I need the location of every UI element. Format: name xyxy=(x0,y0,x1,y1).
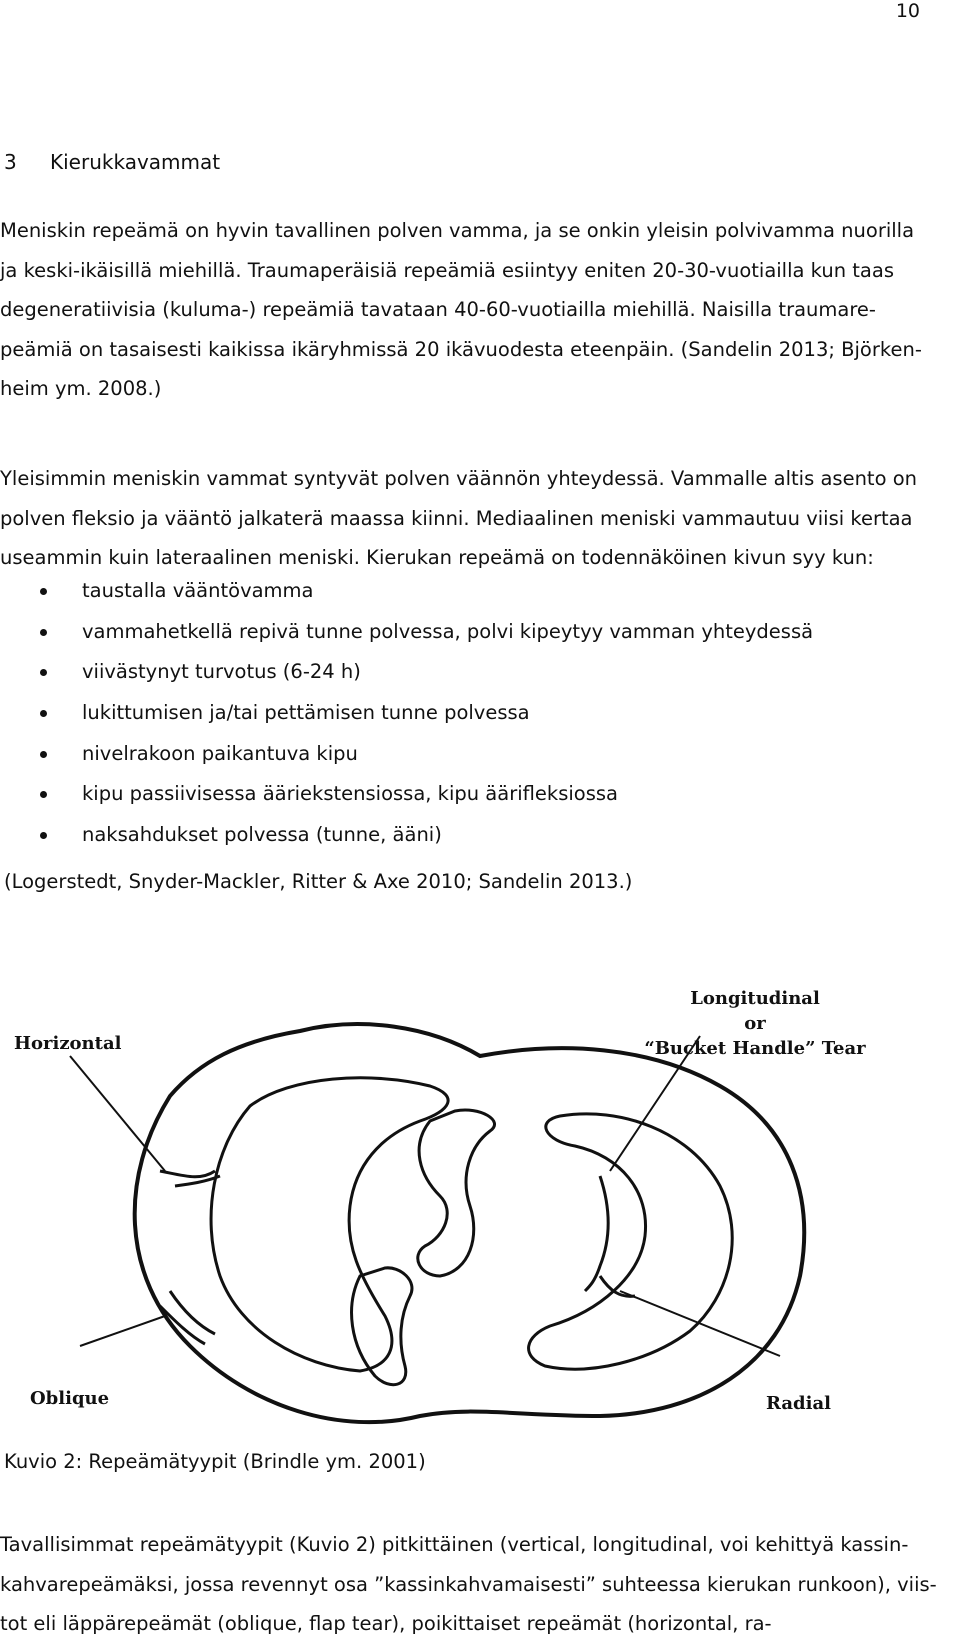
figure-caption: Kuvio 2: Repeämätyypit (Brindle ym. 2001) xyxy=(4,1450,426,1473)
page-number: 10 xyxy=(895,0,920,22)
bullet-icon xyxy=(40,751,47,758)
list-item-text: lukittumisen ja/tai pettämisen tunne polvessa xyxy=(82,701,530,725)
paragraph-line: Tavallisimmat repeämätyypit (Kuvio 2) pitkittäinen (vertical, longitudinal, voi kehittyä kassin- xyxy=(0,1533,909,1556)
horizontal-label: Horizontal xyxy=(14,1033,122,1054)
posterior-horn xyxy=(352,1268,412,1385)
label-line: “Bucket Handle” Tear xyxy=(644,1038,866,1059)
paragraph-line: heim ym. 2008.) xyxy=(0,377,162,401)
bullet-icon xyxy=(40,588,47,595)
paragraph-line: Meniskin repeämä on hyvin tavallinen polven vamma, ja se onkin yleisin polvivamma nuorilla xyxy=(0,219,915,242)
paragraph-line: polven fleksio ja vääntö jalkaterä maassa kiinni. Mediaalinen meniski vammautuu viisi kertaa xyxy=(0,506,913,530)
oblique-leader xyxy=(80,1316,165,1346)
list-item-text: kipu passiivisessa ääriekstensiossa, kipu äärifleksiossa xyxy=(82,782,618,806)
horizontal-tear xyxy=(160,1171,220,1186)
list-item-text: taustalla vääntövamma xyxy=(82,579,314,602)
paragraph-line: useammin kuin lateraalinen meniski. Kierukan repeämä on todennäköinen kivun syy kun: xyxy=(0,546,874,570)
longitudinal-tear xyxy=(585,1176,608,1291)
meniscus-inner-left xyxy=(211,1078,448,1371)
radial-leader xyxy=(620,1291,780,1356)
citation: (Logerstedt, Snyder-Mackler, Ritter & Axe 2010; Sandelin 2013.) xyxy=(4,870,633,893)
bullet-icon xyxy=(40,791,47,798)
bullet-icon xyxy=(40,832,47,839)
paragraph-1 xyxy=(0,211,952,409)
paragraph-line: degeneratiivisia (kuluma-) repeämiä tavataan 40-60-vuotiailla miehillä. Naisilla traumare- xyxy=(0,298,876,322)
oblique-label: Oblique xyxy=(30,1388,110,1409)
bullet-icon xyxy=(40,669,47,676)
bullet-icon xyxy=(40,629,47,636)
radial-label: Radial xyxy=(766,1393,831,1414)
list-item-text: nivelrakoon paikantuva kipu xyxy=(82,741,358,765)
central-ligament xyxy=(418,1110,495,1276)
label-line: or xyxy=(744,1013,766,1034)
list-item-text: viivästynyt turvotus (6-24 h) xyxy=(82,660,361,684)
horizontal-leader xyxy=(70,1056,165,1171)
meniscus-outer-outline xyxy=(135,1024,805,1422)
list-item-text: vammahetkellä repivä tunne polvessa, polvi kipeytyy vamman yhteydessä xyxy=(82,619,814,643)
meniscus-tear-figure xyxy=(0,946,918,1438)
section-number: 3 xyxy=(4,150,17,174)
section-heading xyxy=(4,150,220,174)
paragraph-line: ja keski-ikäisillä miehillä. Traumaperäisiä repeämiä esiintyy eniten 20-30-vuotiailla kun taas xyxy=(0,258,894,282)
paragraph-3 xyxy=(0,1525,958,1644)
paragraph-line: kahvarepeämäksi, jossa revennyt osa ”kassinkahvamaisesti” suhteessa kierukan runkoon), viis- xyxy=(0,1572,937,1596)
paragraph-line: tot eli läppärepeämät (oblique, flap tear), poikittaiset repeämät (horizontal, ra- xyxy=(0,1612,772,1635)
paragraph-line: Yleisimmin meniskin vammat syntyvät polven väännön yhteydessä. Vammalle altis asento on xyxy=(0,467,917,490)
longitudinal-label xyxy=(640,986,870,1061)
paragraph-line: peämiä on tasaisesti kaikissa ikäryhmissä 20 ikävuodesta eteenpäin. (Sandelin 2013; Björken- xyxy=(0,337,922,361)
bullet-icon xyxy=(40,710,47,717)
list-item-text: naksahdukset polvessa (tunne, ääni) xyxy=(82,823,442,847)
paragraph-2 xyxy=(0,459,952,578)
label-line: Longitudinal xyxy=(690,988,820,1009)
section-title: Kierukkavammat xyxy=(50,150,221,174)
meniscus-inner-right xyxy=(529,1114,733,1369)
